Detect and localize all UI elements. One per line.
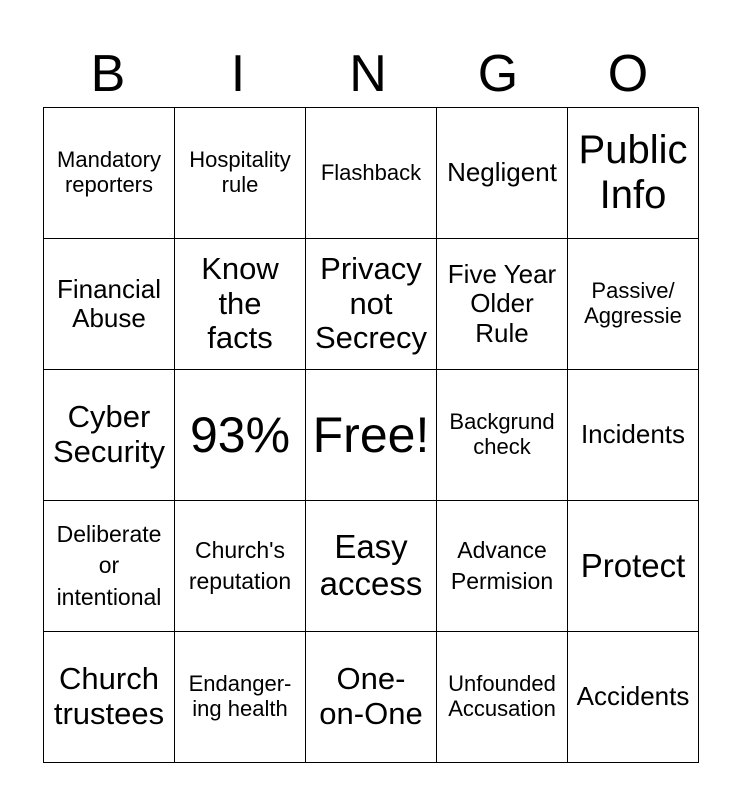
bingo-cell[interactable] xyxy=(437,370,568,501)
cell-text: Church's reputation xyxy=(188,536,292,594)
bingo-cell[interactable] xyxy=(44,108,175,239)
board-row xyxy=(44,501,699,632)
cell-text: Incidents xyxy=(580,419,686,450)
cell-text: One- on-One xyxy=(319,661,423,731)
cell-text: Mandatory reporters xyxy=(57,147,161,197)
cell-text: Negligent xyxy=(447,157,557,188)
board-row xyxy=(44,632,699,763)
bingo-cell[interactable] xyxy=(437,239,568,370)
header-letter-i: I xyxy=(230,45,246,103)
cell-text: Church trustees xyxy=(53,661,165,731)
cell-text: Know the facts xyxy=(201,250,279,356)
cell-text: Public Info xyxy=(578,128,688,217)
header-letter-n: N xyxy=(349,45,387,103)
board-row xyxy=(44,370,699,501)
cell-text: Unfounded Accusation xyxy=(448,671,556,721)
cell-text: Passive/ Aggressie xyxy=(584,278,682,328)
bingo-cell[interactable] xyxy=(44,501,175,632)
bingo-header xyxy=(43,40,693,108)
bingo-cell[interactable] xyxy=(44,239,175,370)
cell-text: Cyber Security xyxy=(53,399,165,469)
board-row xyxy=(44,239,699,370)
free-space-cell[interactable] xyxy=(306,370,437,501)
cell-text: Five Year Older Rule xyxy=(447,259,557,348)
bingo-cell[interactable] xyxy=(44,370,175,501)
cell-text: Privacy not Secrecy xyxy=(315,250,427,356)
bingo-cell[interactable] xyxy=(437,108,568,239)
cell-text: Easy access xyxy=(319,528,423,602)
cell-text: Advance Permision xyxy=(450,536,554,594)
cell-text: Hospitality rule xyxy=(189,147,291,197)
cell-text: Flashback xyxy=(320,159,422,185)
bingo-cell[interactable] xyxy=(568,501,699,632)
header-letter-b: B xyxy=(90,45,126,103)
bingo-cell[interactable] xyxy=(175,501,306,632)
bingo-cell[interactable] xyxy=(175,632,306,763)
bingo-board xyxy=(43,107,699,763)
bingo-cell[interactable] xyxy=(175,108,306,239)
bingo-cell[interactable] xyxy=(437,501,568,632)
cell-text: Backgrund check xyxy=(449,409,555,459)
bingo-cell[interactable] xyxy=(568,632,699,763)
cell-text: 93% xyxy=(189,407,291,463)
cell-text: Deliberate or intentional xyxy=(56,521,162,610)
bingo-cell[interactable] xyxy=(437,632,568,763)
bingo-cell[interactable] xyxy=(306,501,437,632)
bingo-cell[interactable] xyxy=(306,239,437,370)
bingo-cell[interactable] xyxy=(306,632,437,763)
bingo-cell[interactable] xyxy=(306,108,437,239)
free-space-text: Free! xyxy=(312,407,430,463)
bingo-cell[interactable] xyxy=(568,108,699,239)
cell-text: Financial Abuse xyxy=(56,273,162,333)
cell-text: Endanger- ing health xyxy=(188,671,292,721)
bingo-cell[interactable] xyxy=(175,239,306,370)
cell-text: Accidents xyxy=(576,681,690,712)
board-row xyxy=(44,108,699,239)
cell-text: Protect xyxy=(580,546,686,584)
bingo-cell[interactable] xyxy=(44,632,175,763)
bingo-cell[interactable] xyxy=(568,239,699,370)
bingo-cell[interactable] xyxy=(175,370,306,501)
header-letter-g: G xyxy=(477,45,519,103)
bingo-cell[interactable] xyxy=(568,370,699,501)
header-letter-o: O xyxy=(607,45,649,103)
